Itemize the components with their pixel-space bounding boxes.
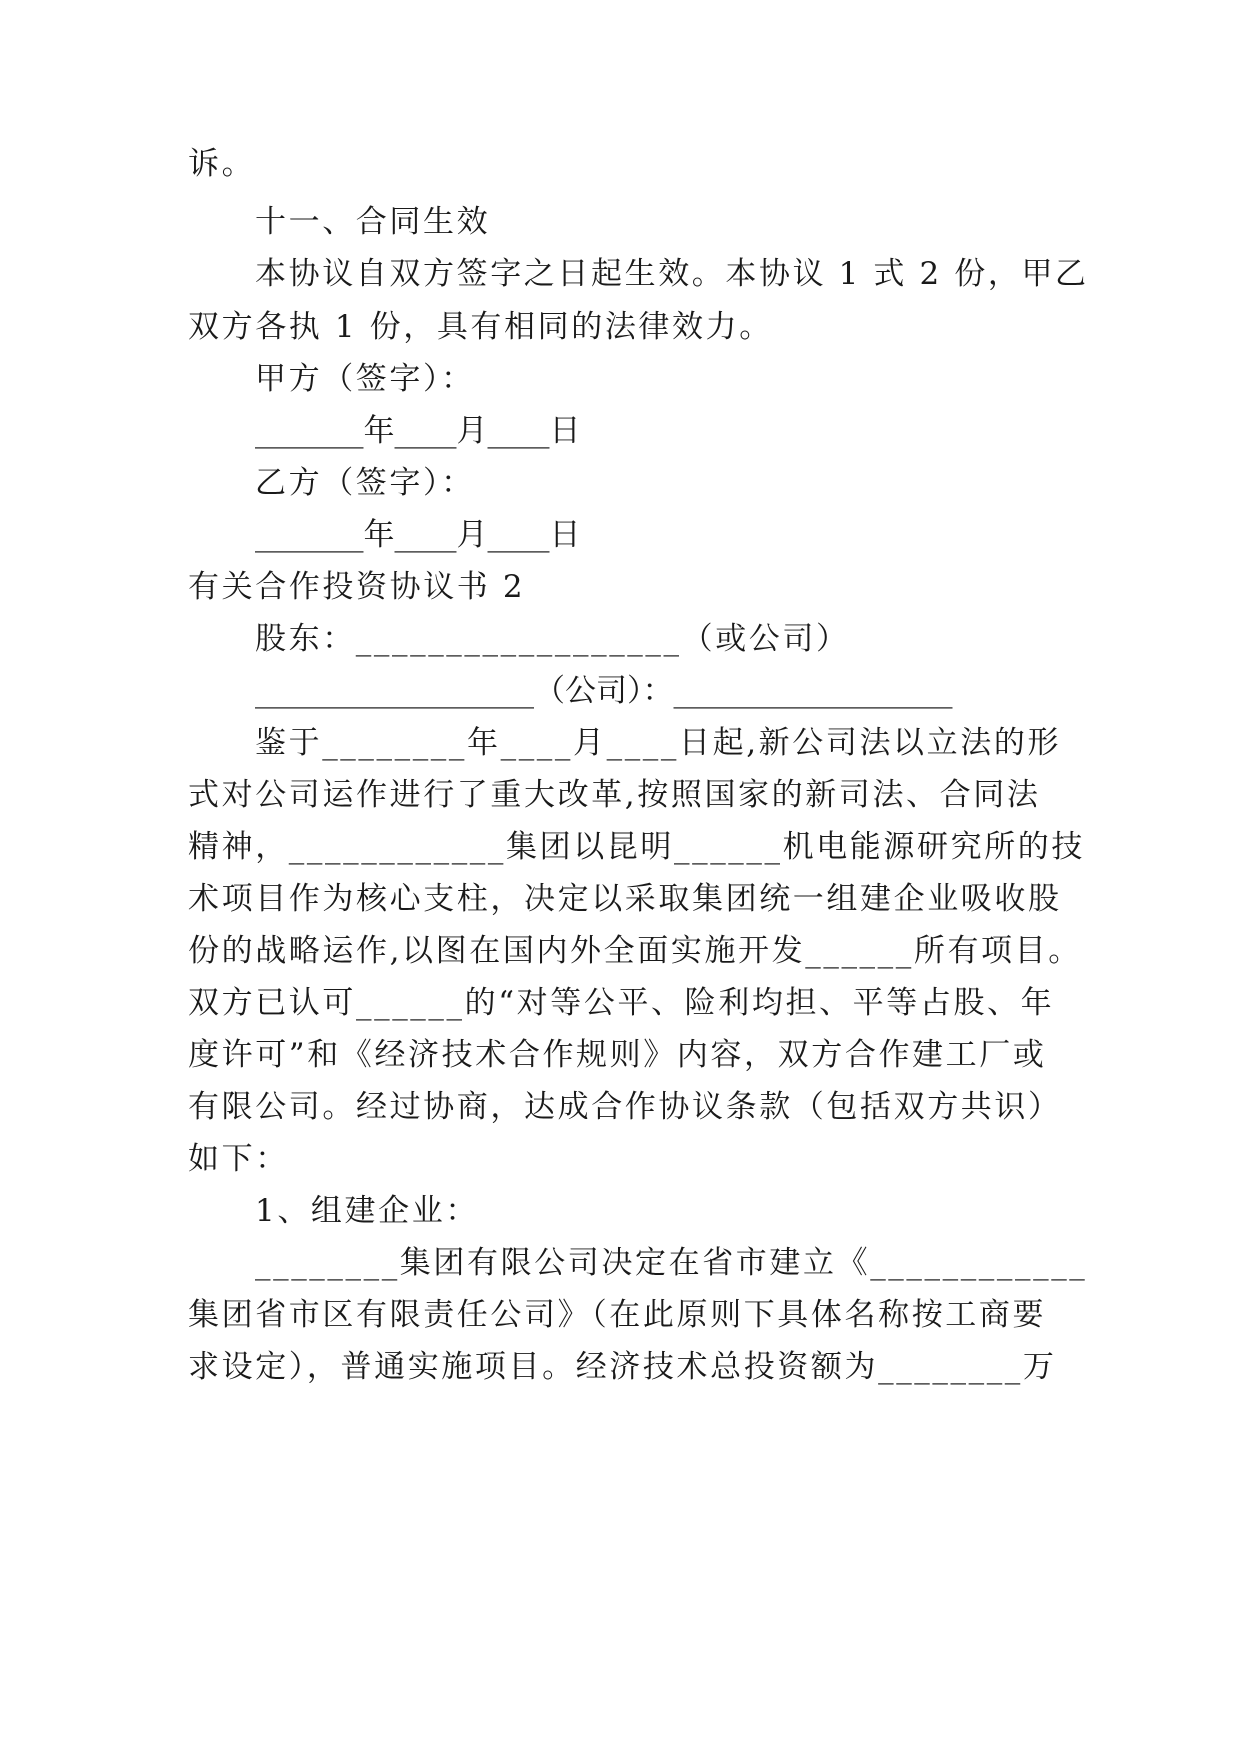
clause-heading-establish-enterprise: 1、组建企业：	[255, 1193, 479, 1229]
party-b-date-line: _______年____月____日	[255, 517, 581, 553]
company-line: __________________（公司）：__________________	[255, 673, 953, 709]
text-line: 求设定），普通实施项目。经济技术总投资额为________万	[188, 1349, 1057, 1385]
text-line: 双方各执 1 份，具有相同的法律效力。	[188, 309, 773, 345]
text-line: 精神，____________集团以昆明______机电能源研究所的技	[188, 829, 1085, 865]
shareholder-line: 股东：__________________（或公司）	[255, 621, 850, 657]
text-line: ________集团有限公司决定在省市建立《____________	[255, 1245, 1088, 1281]
text-line: 鉴于________年____月____日起,新公司法以立法的形	[255, 725, 1062, 761]
text-line: 式对公司运作进行了重大改革,按照国家的新司法、合同法	[188, 777, 1041, 813]
text-line-continuation: 诉。	[188, 146, 256, 182]
text-line: 如下：	[188, 1141, 289, 1177]
party-b-signature-label: 乙方（签字）：	[255, 465, 475, 501]
text-line: 本协议自双方签字之日起生效。本协议 1 式 2 份，甲乙	[255, 256, 1089, 292]
party-a-signature-label: 甲方（签字）：	[255, 361, 475, 397]
text-line: 术项目作为核心支柱，决定以采取集团统一组建企业吸收股	[188, 881, 1062, 917]
text-line: 度许可”和《经济技术合作规则》内容，双方合作建工厂或	[188, 1037, 1047, 1073]
party-a-date-line: _______年____月____日	[255, 413, 581, 449]
text-line: 双方已认可______的“对等公平、险利均担、平等占股、年	[188, 985, 1055, 1021]
section-heading-contract-effect: 十一、合同生效	[255, 204, 491, 240]
text-line: 份的战略运作,以图在国内外全面实施开发______所有项目。	[188, 933, 1082, 969]
text-line: 有限公司。经过协商，达成合作协议条款（包括双方共识）	[188, 1089, 1062, 1125]
document-title: 有关合作投资协议书 2	[188, 569, 526, 605]
text-line: 集团省市区有限责任公司》（在此原则下具体名称按工商要	[188, 1297, 1047, 1333]
